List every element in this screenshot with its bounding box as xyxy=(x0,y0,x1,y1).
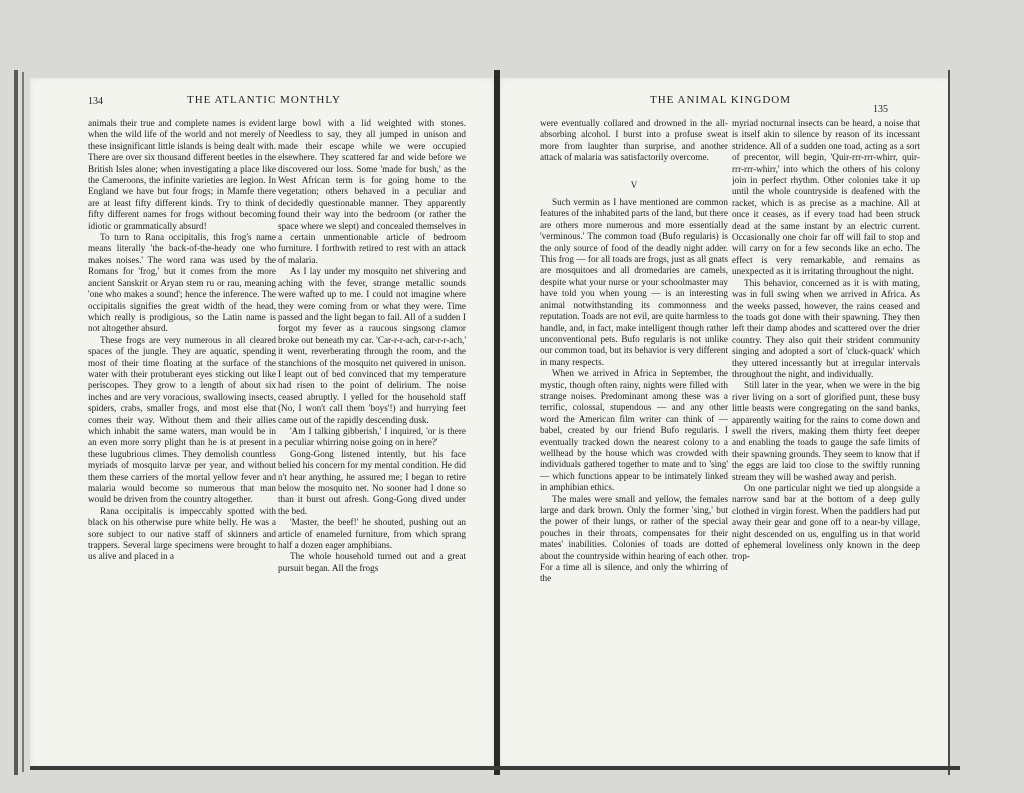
left-page-column-1 xyxy=(88,118,276,758)
paragraph: animals their true and complete names is evident when the wild life of the world and not merely of these insignificant little islands is being dealt with. There are over six thousand different beetles in the British Isles alone; when investigating a place like the Cameroons, the infinite varieties are legion. In England we have but four frogs; in Mamfe there are at least fifty different kinds. Try to think of fifty different names for frogs without becoming idiotic or grammatically absurd! xyxy=(88,118,276,231)
paragraph: The whole household turned out and a great pursuit began. All the frogs xyxy=(278,551,466,573)
paragraph: On one particular night we tied up alongside a narrow sand bar at the bottom of a deep gully clothed in virgin forest. When the paddlers had put away their gear and gone off to a near-by village, night descended on us, engulfing us in that world of ephemeral loveliness only known in the deep trop- xyxy=(732,483,920,562)
paragraph: 'Am I talking gibberish,' I inquired, 'or is there a peculiar whirring noise going on in here?' xyxy=(278,425,466,448)
paragraph: This behavior, concerned as it is with mating, was in full swing when we arrived in Africa. As the weeks passed, however, the rains ceased and the toads got done with their spawning. They then left their damp abodes and scattered over the drier country. They also quit their strident community singing and adopted a sort of 'cluck-quack' which they uttered incessantly but at irregular intervals throughout the night, and individually. xyxy=(732,277,920,379)
paragraph: Such vermin as I have mentioned are common features of the inhabited parts of the land, but there are others more numerous and more essentially 'verminous.' The common toad (Bufo regularis) is the only source of food of the deadly night adder. This frog — for all toads are frogs, just as all gnats are mosquitoes and all dromedaries are camels, despite what your nurse or your schoolmaster may have told you when young — is an interesting animal notwithstanding its commonness and reputation. Toads are not evil, are quite harmless to handle, and, in fact, make intelligent though rather unconventional pets. Bufo regularis is not unlike our common toad, but its behavior is very different in many respects. xyxy=(540,197,728,367)
section-number: V xyxy=(630,179,638,190)
paragraph: When we arrived in Africa in September, the mystic, though often rainy, nights were filled with strange noises. Predominant among these was a terrific, colossal, stupendous — and any other word the American film writer can think of — babel, created by our friend Bufo regularis. I eventually tracked down the nearest colony to a wellhead by the house which was crowded with individuals gathered together to mate and to 'sing' — which functions appear to be intimately linked in amphibian ethics. xyxy=(540,368,728,493)
bottom-page-shadow xyxy=(30,766,960,770)
left-page-edge-inner xyxy=(22,72,24,772)
paragraph: were eventually collared and drowned in the all-absorbing alcohol. I burst into a profuse sweat more from laughter than surprise, and another attack of malaria was satisfactorily overcome. xyxy=(540,118,728,163)
left-page-column-2 xyxy=(278,118,466,758)
paragraph: These frogs are very numerous in all cleared spaces of the jungle. They are aquatic, spending most of their time floating at the surface of the water with their protuberant eyes sticking out like periscopes. They grow to a length of about six inches and are very voracious, swallowing insects, spiders, crabs, smaller frogs, and most else that comes their way. Without them and their allies which inhabit the same waters, man would be in an even more sorry plight than he is at present in these lugubrious climes. They demolish countless myriads of mosquito larvæ per year, and without them these carriers of the mortal yellow fever and malaria would become so numerous that man would be driven from the country altogether. xyxy=(88,334,276,505)
paragraph: To turn to Rana occipitalis, this frog's name means literally 'the back-of-the-heady one who makes noises.' The word rana was used by the Romans for 'frog,' but it comes from the more ancient Sanskrit or Aryan stem ru or rau, meaning 'one who makes a sound'; hence the inference. The occipitalis signifies the great width of the head, which really is prodigious, so the Latin name is not altogether absurd. xyxy=(88,232,276,334)
paragraph: myriad nocturnal insects can be heard, a noise that is itself akin to silence by reason of its incessant stridence. All of a sudden one toad, acting as a sort of precentor, will begin, 'Quir-rrr-rrr-whirr, quir-rrr-rrr-whirr,' into which the others of his colony join in perfect rhythm. Other colonies take it up until the whole countryside is deafened with the racket, which is as precise as a machine. All at once it ceases, as if every toad had been struck dead at the same instant by an electric current. Occasionally one choir far off will fail to stop and will carry on for a few seconds like an echo. The effect is very remarkable, and remains as unexpected as it is irritating throughout the night. xyxy=(732,118,920,277)
left-page-edge xyxy=(14,70,18,775)
left-page xyxy=(30,78,494,768)
right-page-column-2 xyxy=(732,118,920,758)
right-page-column-1 xyxy=(540,118,728,758)
paragraph: As I lay under my mosquito net shivering and aching with the fever, strange metallic sounds were wafted up to me. I could not imagine where they were coming from or what they were. Time passed and the light began to fail. All of a sudden I forgot my fever as a raucous singsong clamor broke out beneath my car. 'Car-r-r-ach, car-r-r-ach,' it went, reverberating through the room, and the stanchions of the mosquito net quivered in unison. I leapt out of bed convinced that my temperature had risen to the point of delirium. The noise ceased abruptly. I yelled for the household staff (No, I won't call them 'boys'!) and hurrying feet came out of the rapidly descending dusk. xyxy=(278,266,466,425)
paragraph: The males were small and yellow, the females large and dark brown. Only the former 'sing,' but the power of their lungs, or rather of the special pouches in their throats, compensates for their mates' inabilities. Colonies of toads are dotted about the countryside within hearing of each other. For a time all is silence, and only the whirring of the xyxy=(540,493,728,584)
paragraph: 'Master, the beef!' he shouted, pushing out an article of enameled furniture, from which sprang half a dozen eager amphibians. xyxy=(278,517,466,551)
paragraph: Gong-Gong listened intently, but his face belied his concern for my mental condition. He did n't hear anything, he assured me; I began to retire below the mosquito net. No sooner had I done so than it burst out afresh. Gong-Gong dived under the bed. xyxy=(278,448,466,516)
paragraph: Rana occipitalis is impeccably spotted with black on his otherwise pure white belly. He was a sore subject to our native staff of skinners and trappers. Several large specimens were brought to us alive and placed in a xyxy=(88,505,276,562)
paragraph: Still later in the year, when we were in the big river living on a sort of glorified punt, these busy little beasts were congregating on the sand banks, apparently waiting for the rains to come down and swell the rivers, making them thirty feet deeper and enabling the toads to gauge the safe limits of their spawning grounds. They seem to know that if the eggs are laid too close to the swiftly running stream they will be washed away and perish. xyxy=(732,380,920,482)
page-number: 135 xyxy=(873,104,888,115)
running-head: THE ATLANTIC MONTHLY xyxy=(187,94,341,106)
running-head: THE ANIMAL KINGDOM xyxy=(650,94,792,106)
right-page xyxy=(500,78,950,768)
page-number: 134 xyxy=(88,96,103,107)
right-page-edge xyxy=(948,70,950,775)
paragraph: large bowl with a lid weighted with stones. Needless to say, they all jumped in unison and made their escape while we were occupied elsewhere. They scattered far and wide before we discovered our loss. Some 'made for bush,' as the West African term is for going home to the vegetation; others behaved in a peculiar and decidedly questionable manner. They apparently found their way into the bedroom (or rather the space where we slept) and concealed themselves in a certain unmentionable article of bedroom furniture. I forthwith retired to rest with an attack of malaria. xyxy=(278,118,466,265)
